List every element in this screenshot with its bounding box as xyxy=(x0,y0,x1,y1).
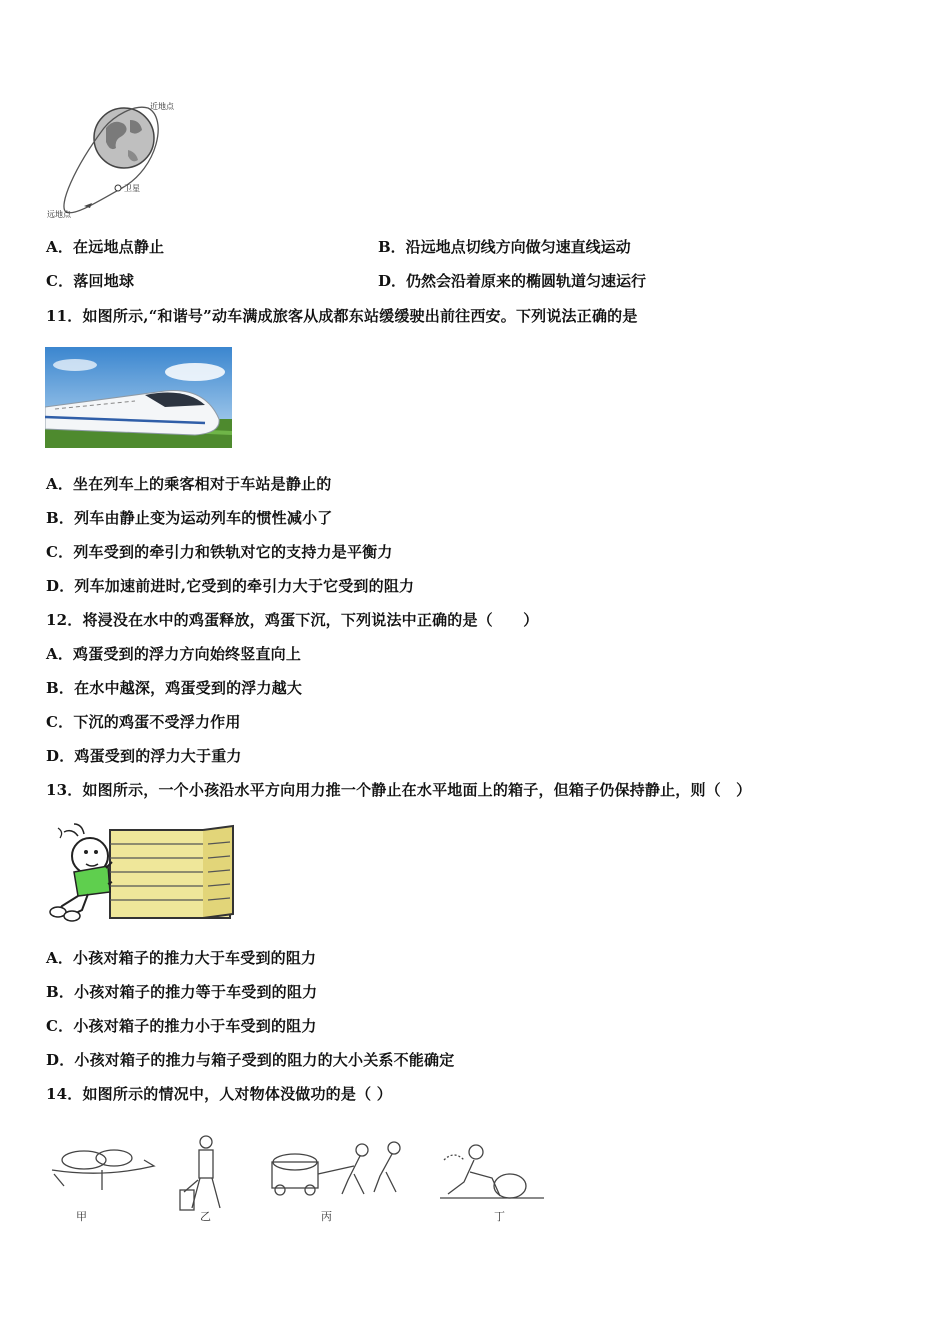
q11-option-c: C．列车受到的牵引力和铁轨对它的支持力是平衡力 xyxy=(46,543,393,561)
high-speed-train-photo xyxy=(45,347,232,448)
child-pushing-box-cartoon xyxy=(48,822,238,922)
scenario-bing-icon xyxy=(272,1142,400,1195)
scenario-yi-icon xyxy=(180,1136,220,1210)
q11-option-a: A．坐在列车上的乘客相对于车站是静止的 xyxy=(46,475,332,493)
satellite-orbit-figure xyxy=(44,98,184,223)
scenario-label-jia: 甲 xyxy=(76,1210,87,1223)
q10-option-c: C．落回地球 xyxy=(46,272,135,290)
apogee-label: 远地点 xyxy=(47,210,71,219)
q10-option-a: A．在远地点静止 xyxy=(46,238,165,256)
q10-option-b: B．沿远地点切线方向做匀速直线运动 xyxy=(378,238,631,256)
earth-icon xyxy=(94,108,154,168)
q13-option-d: D．小孩对箱子的推力与箱子受到的阻力的大小关系不能确定 xyxy=(46,1051,455,1069)
q12-option-b: B．在水中越深，鸡蛋受到的浮力越大 xyxy=(46,679,303,697)
q12-option-c: C．下沉的鸡蛋不受浮力作用 xyxy=(46,713,241,731)
q12-stem: 12．将浸没在水中的鸡蛋释放，鸡蛋下沉，下列说法中正确的是（ ） xyxy=(46,611,539,629)
scenario-label-ding: 丁 xyxy=(494,1210,505,1223)
work-scenarios-figure xyxy=(44,1130,554,1230)
q14-stem: 14．如图所示的情况中，人对物体没做功的是（ ） xyxy=(46,1085,392,1103)
q10-option-d: D．仍然会沿着原来的椭圆轨道匀速运行 xyxy=(378,272,647,290)
q11-stem: 11．如图所示,“和谐号”动车满成旅客从成都东站缓缓驶出前往西安。下列说法正确的是 xyxy=(46,307,638,325)
scenario-jia-icon xyxy=(52,1150,154,1190)
q11-option-b: B．列车由静止变为运动列车的惯性减小了 xyxy=(46,509,333,527)
scenario-ding-icon xyxy=(440,1145,544,1198)
q13-option-c: C．小孩对箱子的推力小于车受到的阻力 xyxy=(46,1017,317,1035)
q12-option-a: A．鸡蛋受到的浮力方向始终竖直向上 xyxy=(46,645,302,663)
q13-option-b: B．小孩对箱子的推力等于车受到的阻力 xyxy=(46,983,318,1001)
scenario-label-bing: 丙 xyxy=(321,1210,332,1223)
satellite-label: 卫星 xyxy=(124,184,140,193)
perigee-label: 近地点 xyxy=(150,102,174,111)
q13-option-a: A．小孩对箱子的推力大于车受到的阻力 xyxy=(46,949,317,967)
scenario-label-yi: 乙 xyxy=(200,1210,211,1223)
q12-option-d: D．鸡蛋受到的浮力大于重力 xyxy=(46,747,242,765)
q13-stem: 13．如图所示，一个小孩沿水平方向用力推一个静止在水平地面上的箱子，但箱子仍保持静止，则（ ） xyxy=(46,781,752,799)
q11-option-d: D．列车加速前进时,它受到的牵引力大于它受到的阻力 xyxy=(46,577,415,595)
